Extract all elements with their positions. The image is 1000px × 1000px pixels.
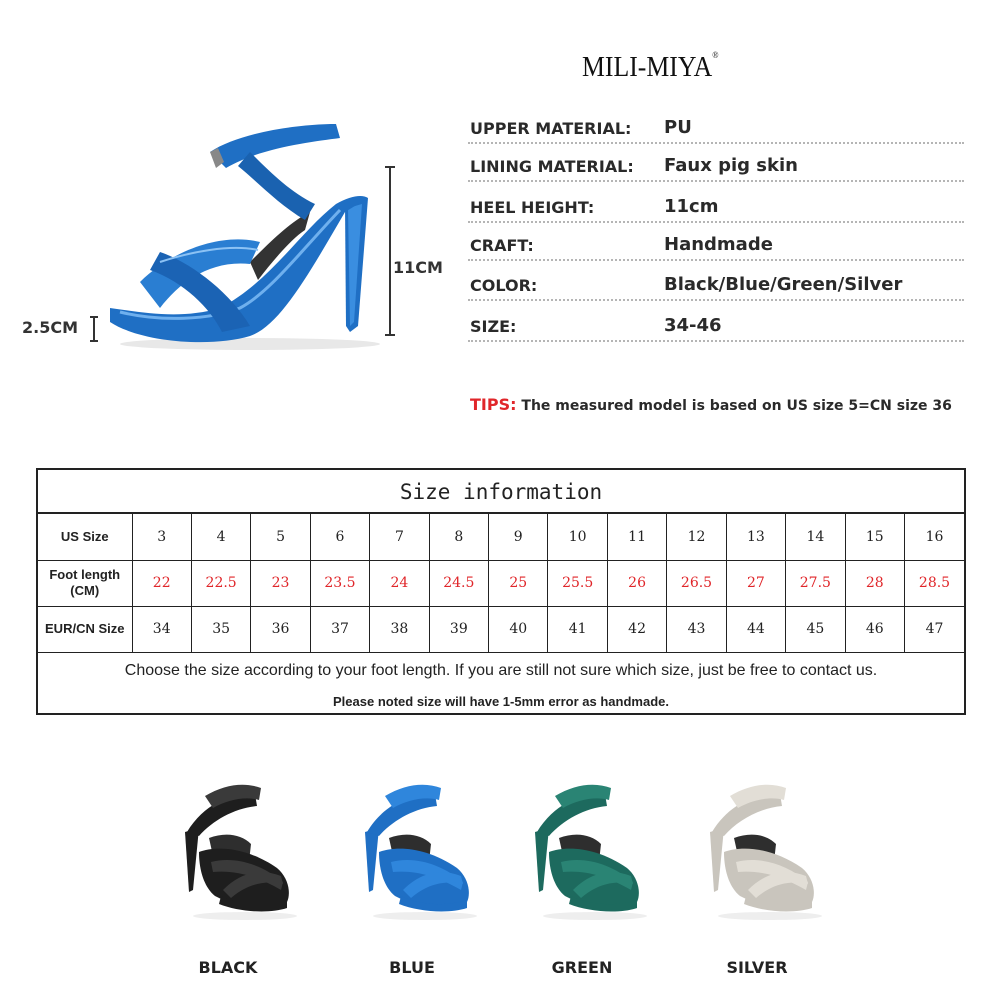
table-cell: 28.5 [904,560,964,606]
table-cell: 26 [607,560,666,606]
table-cell: 24.5 [429,560,488,606]
table-cell: 46 [845,606,904,652]
registered-mark: ® [712,50,719,60]
size-note-bold: Please noted size will have 1-5mm error as handmade. [333,694,669,709]
table-cell: 41 [548,606,607,652]
table-cell: 8 [429,514,488,560]
brand-name: MILI-MIYA [582,52,713,83]
heel-height-label: 11CM [393,258,443,277]
table-cell: 9 [489,514,548,560]
spec-value: 34-46 [664,315,722,336]
table-cell: 7 [370,514,429,560]
table-cell: 11 [607,514,666,560]
spec-key: UPPER MATERIAL: [470,119,632,138]
table-cell: 38 [370,606,429,652]
table-cell: 10 [548,514,607,560]
eur-cn-size-row [38,606,964,652]
table-cell: 35 [191,606,250,652]
spec-row-size [468,304,964,342]
spec-row-color [468,263,964,301]
table-cell: 40 [489,606,548,652]
tips-label: TIPS: [470,395,517,414]
spec-value: 11cm [664,196,719,217]
table-cell: 25.5 [548,560,607,606]
table-cell: 27.5 [786,560,845,606]
table-cell: 15 [845,514,904,560]
table-cell: 23.5 [310,560,369,606]
platform-height-label: 2.5CM [22,318,79,337]
table-cell: 45 [786,606,845,652]
table-cell: 34 [132,606,191,652]
row-header: EUR/CN Size [38,606,132,652]
us-size-row [38,514,964,560]
table-cell: 23 [251,560,310,606]
dotted-divider [468,299,964,301]
table-cell: 25 [489,560,548,606]
table-cell: 16 [904,514,964,560]
heel-height-marker [389,166,391,336]
size-note: Choose the size according to your foot length. If you are still not sure which size, just be free to contact us. [124,662,878,679]
dotted-divider [468,180,964,182]
table-cell: 5 [251,514,310,560]
spec-key: LINING MATERIAL: [470,157,634,176]
spec-row-craft [468,223,964,261]
table-cell: 42 [607,606,666,652]
table-cell: 26.5 [667,560,726,606]
dotted-divider [468,259,964,261]
row-header: Foot length (CM) [38,560,132,606]
variant-label-green: GREEN [551,958,613,977]
spec-row-upper-material [468,106,964,144]
table-cell: 3 [132,514,191,560]
variant-sandal-silver-image [690,772,830,922]
variant-label-silver: SILVER [726,958,788,977]
hero-sandal-image [100,112,390,352]
spec-key: SIZE: [470,317,517,336]
table-cell: 36 [251,606,310,652]
spec-value: Black/Blue/Green/Silver [664,274,903,295]
variant-sandal-green-image [515,772,655,922]
spec-key: CRAFT: [470,236,534,255]
spec-row-heel-height [468,185,964,223]
table-cell: 4 [191,514,250,560]
size-information-table [36,468,966,715]
spec-value: Handmade [664,234,773,255]
spec-key: COLOR: [470,276,538,295]
spec-key: HEEL HEIGHT: [470,198,595,217]
table-cell: 27 [726,560,785,606]
variant-label-black: BLACK [198,958,258,977]
foot-length-row [38,560,964,606]
table-cell: 12 [667,514,726,560]
platform-height-marker [93,316,95,342]
variant-sandal-black-image [165,772,305,922]
table-cell: 14 [786,514,845,560]
table-cell: 39 [429,606,488,652]
table-cell: 47 [904,606,964,652]
size-table-title: Size information [38,470,964,514]
table-cell: 13 [726,514,785,560]
table-cell: 22.5 [191,560,250,606]
variant-label-blue: BLUE [389,958,435,977]
spec-value: PU [664,117,692,138]
row-header: US Size [38,514,132,560]
variant-sandal-blue-image [345,772,485,922]
spec-value: Faux pig skin [664,155,798,176]
table-cell: 28 [845,560,904,606]
spec-row-lining-material [468,144,964,182]
table-cell: 43 [667,606,726,652]
brand-logo [582,52,719,84]
size-grid [38,514,964,653]
table-cell: 44 [726,606,785,652]
table-cell: 37 [310,606,369,652]
tips-line [470,395,952,414]
tips-text: The measured model is based on US size 5=CN size 36 [521,398,952,414]
dotted-divider [468,340,964,342]
table-cell: 24 [370,560,429,606]
table-cell: 22 [132,560,191,606]
table-cell: 6 [310,514,369,560]
